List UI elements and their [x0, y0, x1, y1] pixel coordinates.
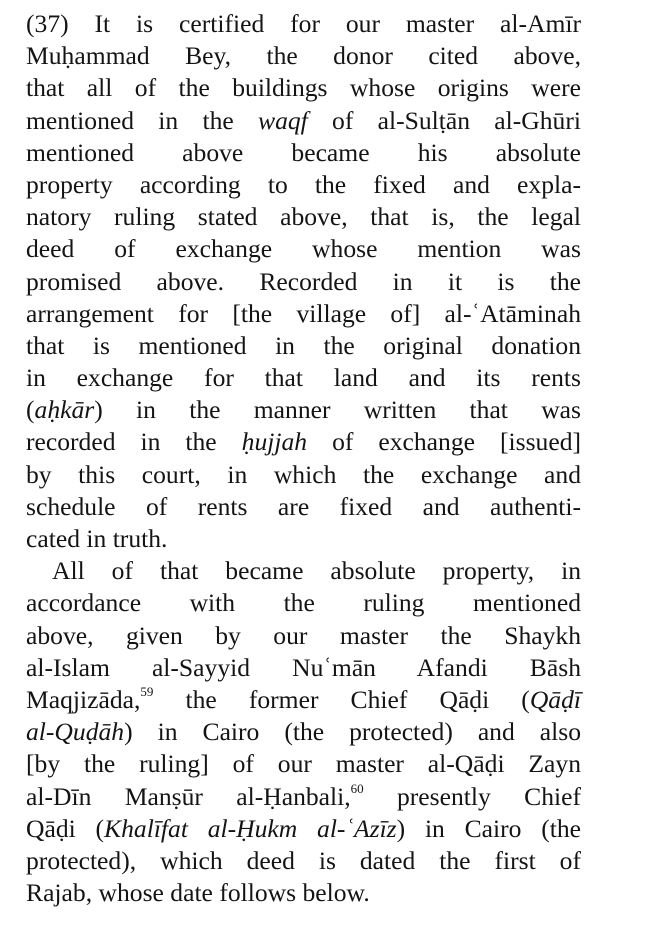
text-line [26, 169, 581, 201]
footnote-marker: 60 [350, 780, 364, 796]
text-run: deed of exchange whose mention was [26, 234, 581, 264]
text-line [26, 459, 581, 491]
text-line [26, 72, 581, 104]
text-run: recorded in the [26, 427, 242, 457]
text-line [26, 426, 581, 458]
text-run: by this court, in which the exchange and [26, 459, 581, 489]
text-run: arrangement for [the village of] al-ʿAtāminah [26, 298, 581, 328]
italic-term: Qāḍī [529, 684, 581, 714]
text-run: ) in Cairo (the protected) and also [124, 717, 581, 747]
italic-term: al-Quḍāh [26, 717, 125, 747]
italic-term: aḥkār [34, 395, 95, 425]
text-run: of al-Sulṭān al-Ghūri [307, 105, 581, 135]
text-run: promised above. Recorded in it is the [26, 266, 581, 296]
text-run: of exchange [issued] [307, 427, 582, 457]
text-run: that all of the buildings whose origins were [26, 73, 581, 103]
text-run: presently Chief [363, 781, 581, 811]
text-run: ) in Cairo (the [396, 813, 582, 843]
text-line [26, 652, 581, 684]
text-line [26, 40, 581, 72]
text-line [26, 845, 581, 877]
text-line [26, 523, 581, 555]
text-run: protected), which deed is dated the first of [26, 845, 581, 875]
text-line [26, 8, 581, 40]
text-line [26, 394, 581, 426]
text-run: ( [26, 395, 35, 425]
text-run: Qāḍi ( [26, 813, 105, 843]
text-line [26, 105, 581, 137]
text-line [26, 781, 581, 813]
text-run: cated in truth. [26, 524, 168, 553]
text-run: property according to the fixed and expla- [26, 169, 581, 199]
text-line [26, 298, 581, 330]
italic-term: ḥujjah [241, 427, 308, 457]
text-line [26, 233, 581, 265]
text-line [26, 201, 581, 233]
text-run: ) in the manner written that was [94, 395, 581, 425]
text-run: mentioned above became his absolute [26, 137, 581, 167]
text-line [26, 587, 581, 619]
text-run: natory ruling stated above, that is, the legal [26, 202, 581, 232]
footnote-marker: 59 [140, 684, 154, 700]
text-run: above, given by our master the Shaykh [26, 620, 581, 650]
text-line [26, 877, 581, 909]
text-run: al-Dīn Manṣūr al-Ḥanbali, [26, 781, 351, 811]
text-run: mentioned in the [26, 105, 258, 135]
text-run: the former Chief Qāḍi ( [153, 684, 530, 714]
text-run: accordance with the ruling mentioned [26, 588, 581, 618]
text-line [26, 716, 581, 748]
text-line [26, 813, 581, 845]
text-run: al-Islam al-Sayyid Nuʿmān Afandi Bāsh [26, 652, 581, 682]
text-run: Rajab, whose date follows below. [26, 878, 370, 908]
text-line [26, 330, 581, 362]
italic-term: waqf [258, 105, 308, 135]
text-line [26, 555, 581, 587]
text-run: (37) It is certified for our master al-Amīr [26, 9, 581, 38]
text-run: Muḥammad Bey, the donor cited above, [26, 41, 581, 71]
text-run: Maqjizāda, [26, 684, 141, 714]
text-line [26, 137, 581, 169]
text-run: [by the ruling] of our master al-Qāḍi Zayn [26, 749, 581, 779]
text-run: schedule of rents are fixed and authenti- [26, 491, 581, 521]
text-line [26, 491, 581, 523]
text-line [26, 748, 581, 780]
italic-term: Khalīfat al-Ḥukm al-ʿAzīz [104, 813, 397, 843]
text-line [26, 684, 581, 716]
text-line [26, 266, 581, 298]
text-run: in exchange for that land and its rents [26, 363, 581, 393]
text-line [26, 362, 581, 394]
text-line [26, 620, 581, 652]
text-run: All of that became absolute property, in [52, 556, 581, 586]
document-page [26, 8, 581, 909]
paragraph-continuation [26, 555, 581, 909]
text-run: that is mentioned in the original donation [26, 330, 581, 360]
paragraph-37 [26, 8, 581, 555]
